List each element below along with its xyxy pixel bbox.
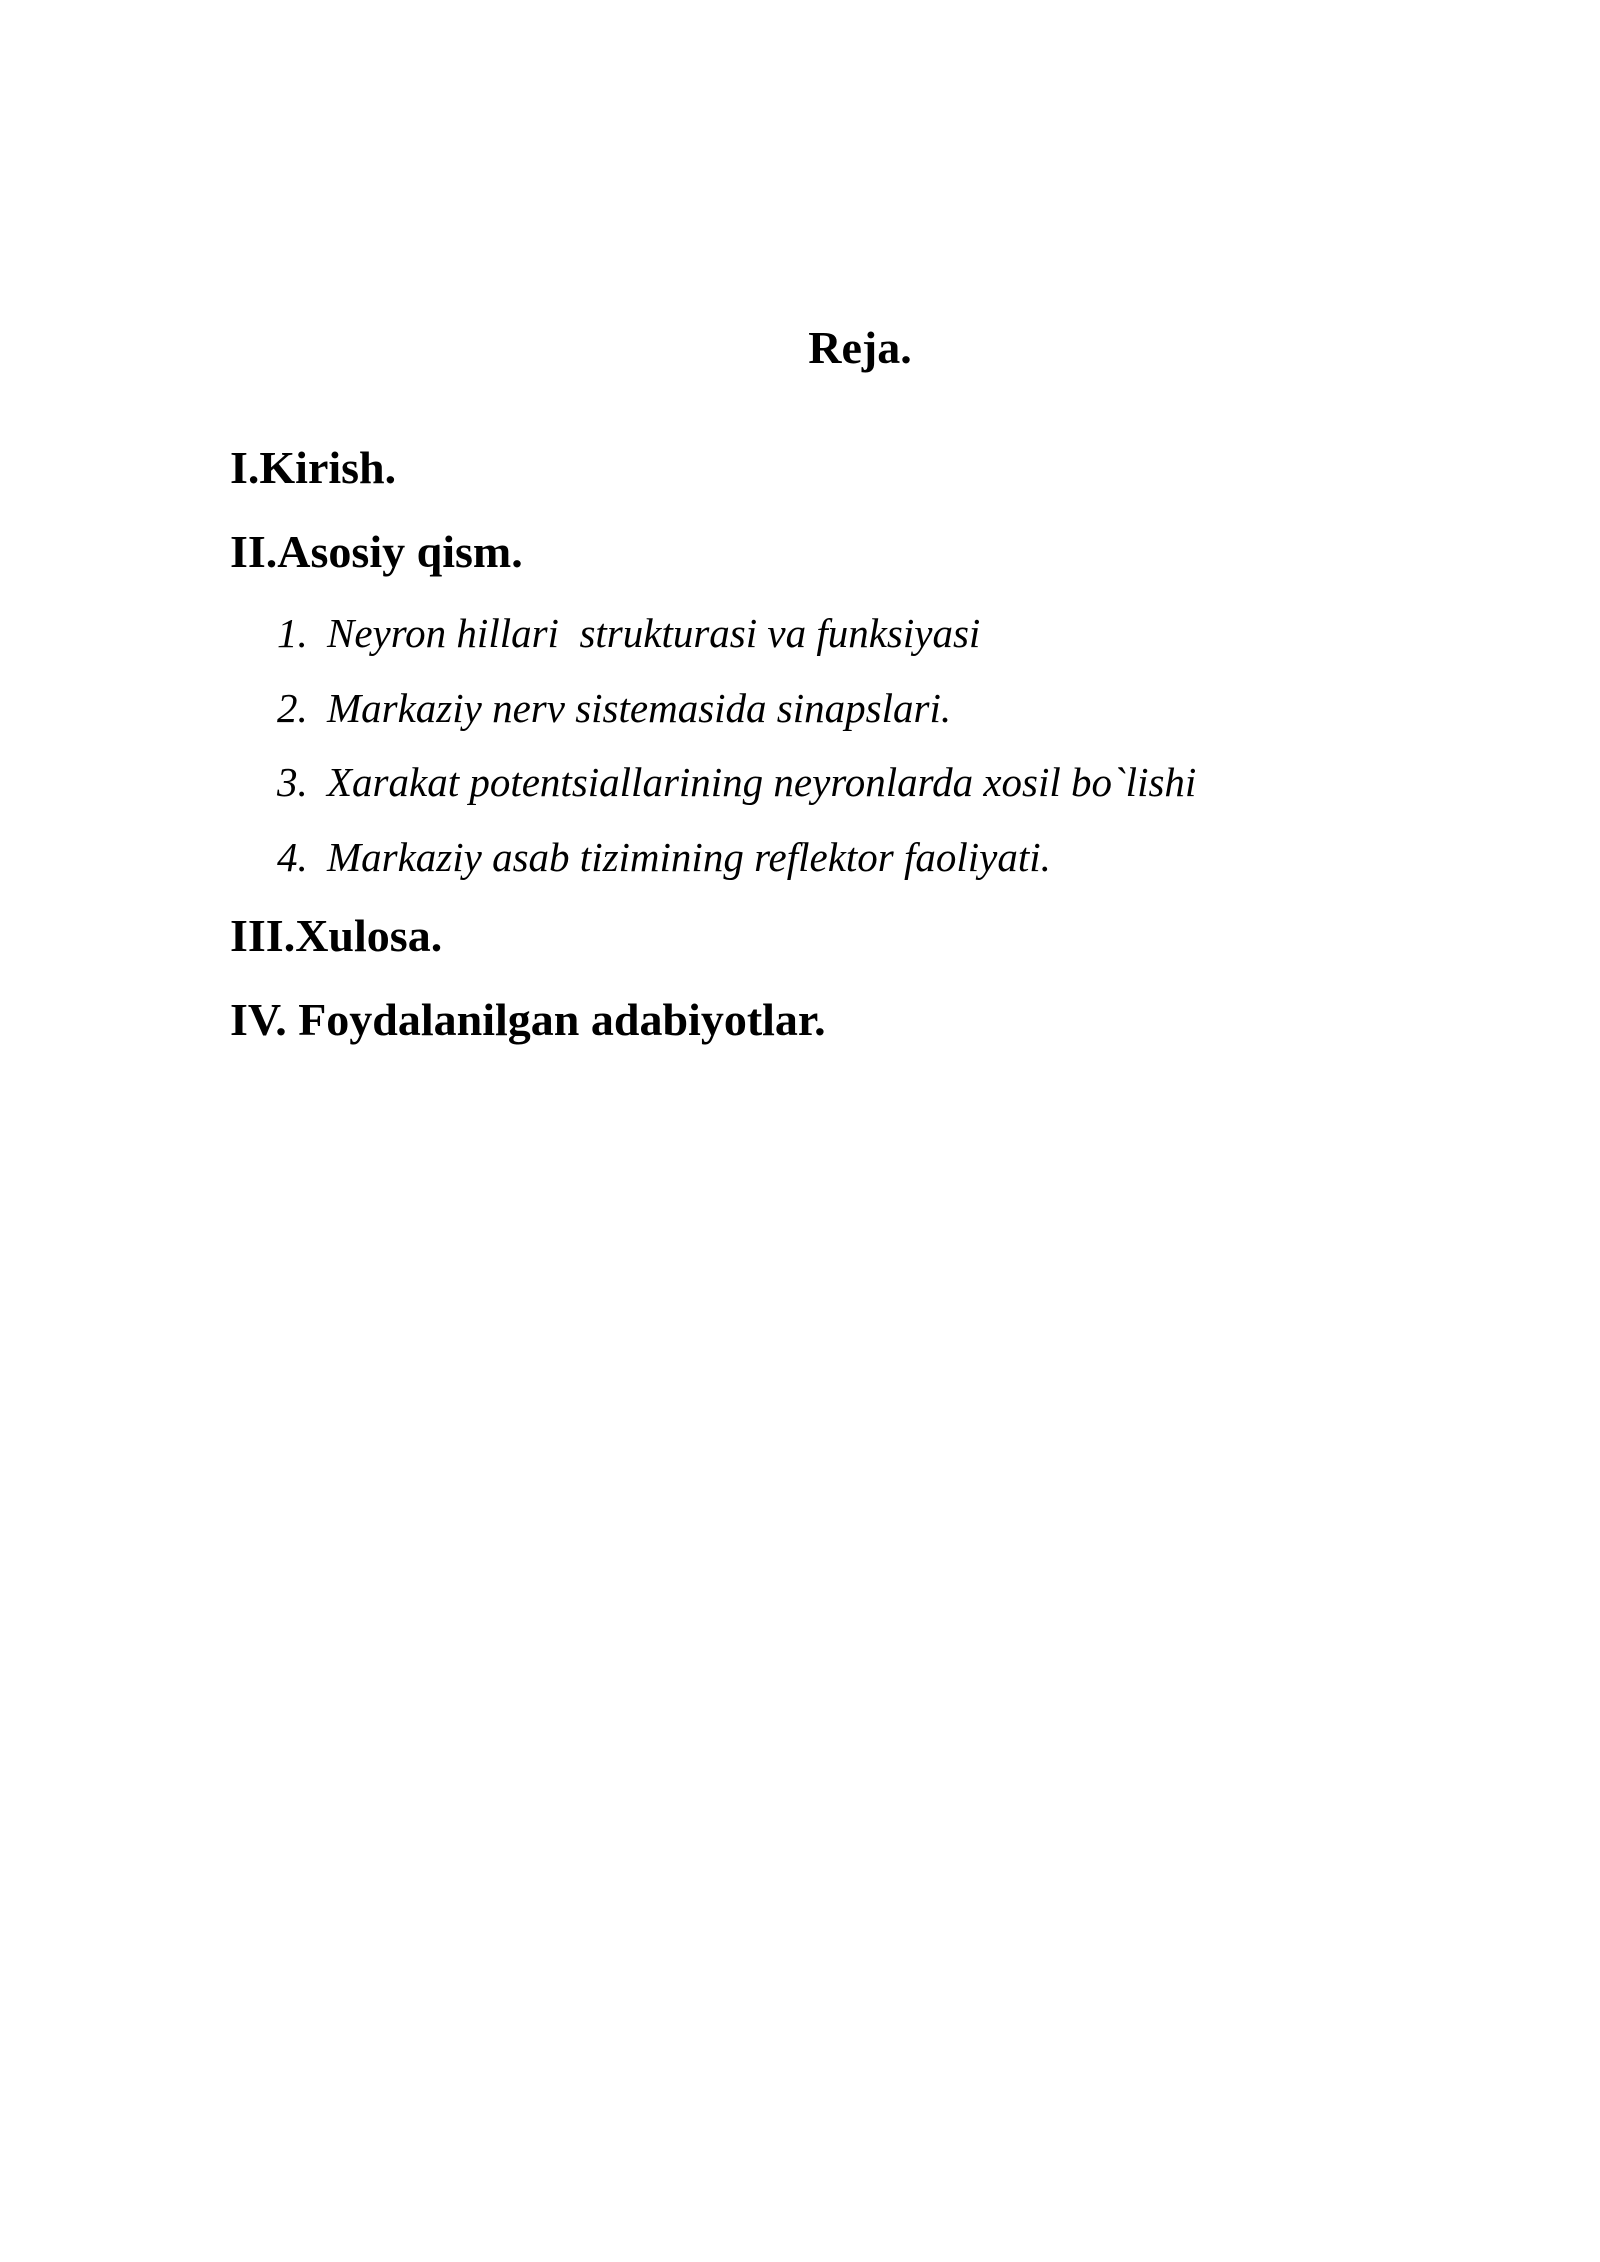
page-title: Reja. [808,322,912,373]
list-item-text: Neyron hillari strukturasi va funksiyasi [327,610,981,656]
list-item [277,755,1196,809]
section-heading-3: III.Xulosa. [230,910,443,961]
list-item-number: 4. [277,834,308,880]
section-heading-1: I.Kirish. [230,442,397,493]
list-item [277,830,1051,884]
list-item-number: 1. [277,610,308,656]
list-item-text: Xarakat potentsiallarining neyronlarda xosil bo`lishi [327,759,1197,805]
section-heading-2: II.Asosiy qism. [230,526,523,577]
list-item-number: 2. [277,685,308,731]
list-item [277,606,980,660]
list-item-text: Markaziy nerv sistemasida sinapslari. [327,685,952,731]
list-item-number: 3. [277,759,308,805]
list-item [277,681,951,735]
list-item-text: Markaziy asab tizimining reflektor faoliyati. [327,834,1051,880]
section-heading-4: IV. Foydalanilgan adabiyotlar. [230,994,826,1045]
